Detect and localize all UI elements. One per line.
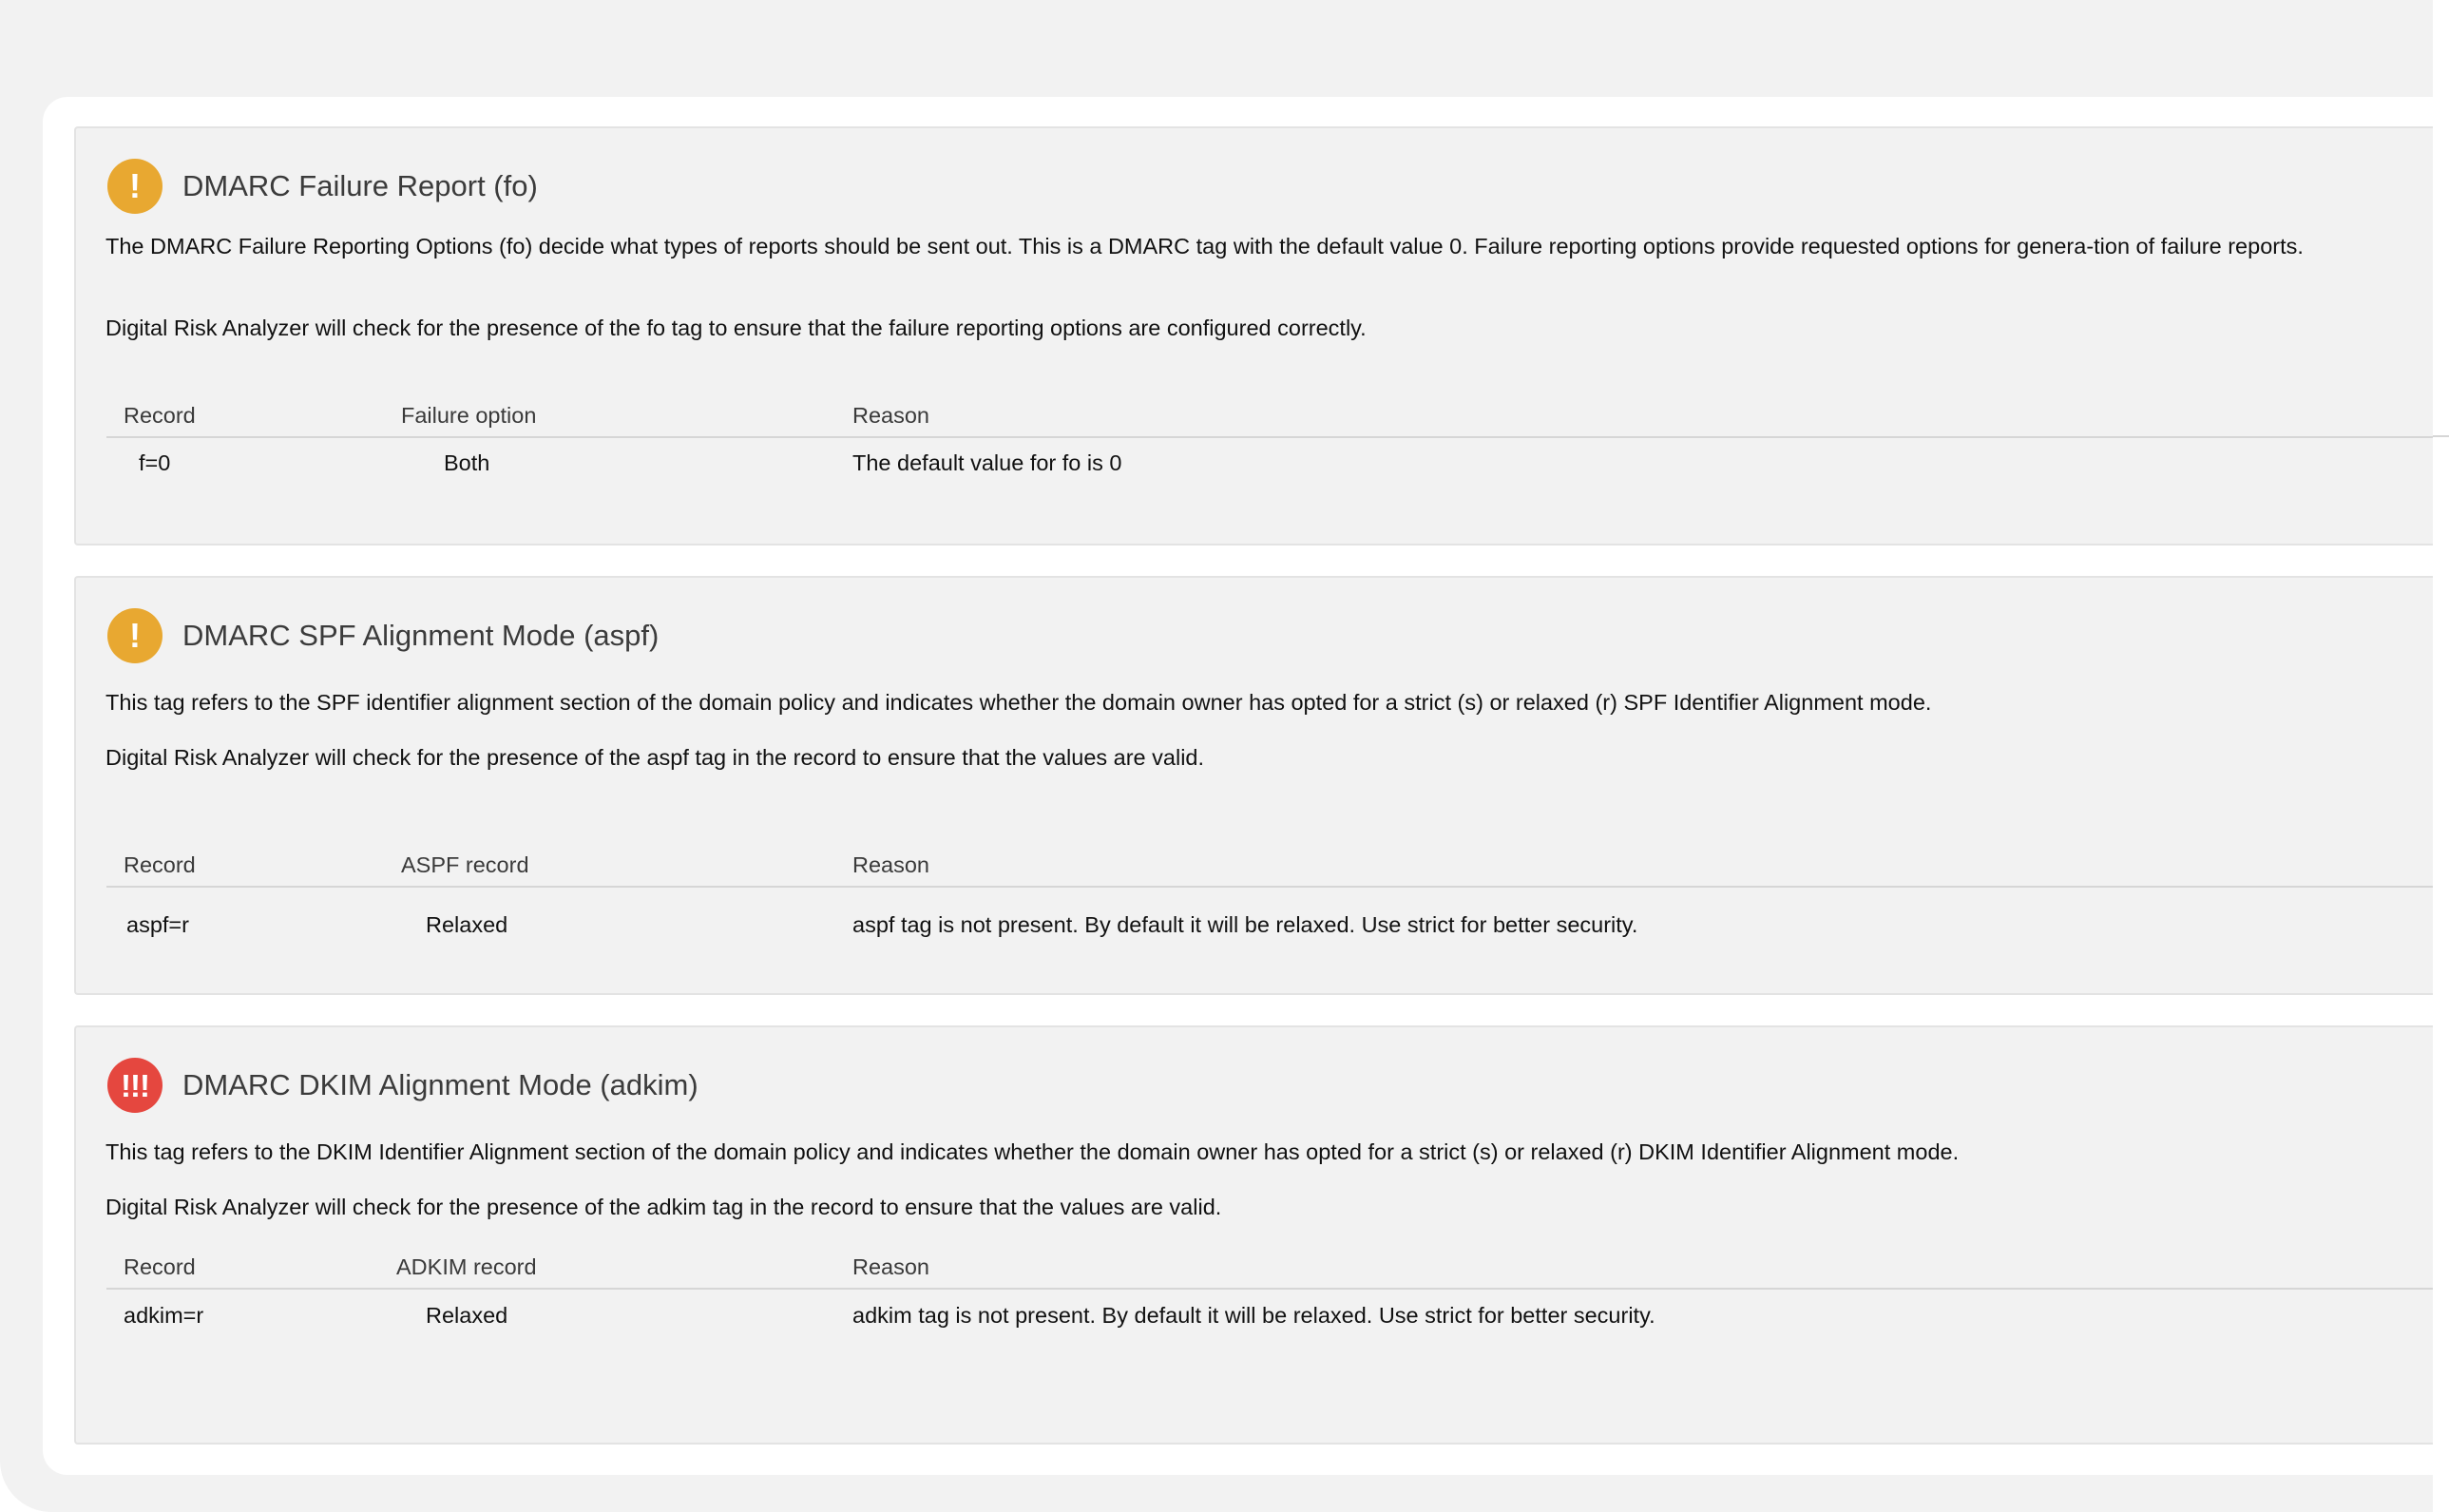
card-header	[107, 1057, 698, 1114]
column-header-adkim: ADKIM record	[396, 1254, 537, 1279]
table-header	[106, 1246, 2433, 1290]
reason-value: The default value for fo is 0	[852, 450, 1122, 475]
record-table	[106, 394, 2433, 495]
column-header-record: Record	[124, 1254, 196, 1279]
record-table	[106, 844, 2433, 945]
record-value: adkim=r	[124, 1303, 204, 1328]
table-header	[106, 844, 2433, 888]
record-table	[106, 1246, 2433, 1347]
reason-value: aspf tag is not present. By default it will be relaxed. Use strict for better security.	[852, 912, 1638, 937]
card-title: DMARC Failure Report (fo)	[182, 169, 538, 202]
dmarc-aspf-card	[74, 576, 2433, 995]
warning-icon: !	[107, 159, 163, 214]
record-value: f=0	[139, 450, 171, 475]
dmarc-adkim-card	[74, 1025, 2433, 1445]
column-header-reason: Reason	[852, 403, 929, 428]
column-header-reason: Reason	[852, 1254, 929, 1279]
dmarc-fo-card	[74, 126, 2433, 545]
column-header-record: Record	[124, 403, 196, 428]
aspf-value: Relaxed	[426, 912, 508, 937]
divider	[2430, 435, 2449, 437]
card-title: DMARC SPF Alignment Mode (aspf)	[182, 619, 660, 652]
card-title: DMARC DKIM Alignment Mode (adkim)	[182, 1068, 698, 1101]
column-header-option: Failure option	[401, 403, 537, 428]
card-check-note: Digital Risk Analyzer will check for the presence of the adkim tag in the record to ensure that the values are valid.	[105, 1195, 1222, 1219]
card-header	[107, 607, 659, 664]
card-check-note: Digital Risk Analyzer will check for the presence of the fo tag to ensure that the failure reporting options are configured correctly.	[105, 316, 1367, 340]
card-header	[107, 158, 538, 215]
table-row	[106, 888, 2433, 945]
card-description: This tag refers to the DKIM Identifier Alignment section of the domain policy and indicates whether the domain owner has opted for a strict (s) or relaxed (r) DKIM Identifier Alignment mode.	[105, 1139, 1960, 1164]
column-header-record: Record	[124, 852, 196, 877]
critical-icon: !!!	[107, 1058, 163, 1113]
option-value: Both	[444, 450, 490, 475]
reason-value: adkim tag is not present. By default it will be relaxed. Use strict for better security.	[852, 1303, 1655, 1328]
table-header	[106, 394, 2433, 438]
column-header-aspf: ASPF record	[401, 852, 529, 877]
card-description: The DMARC Failure Reporting Options (fo) decide what types of reports should be sent out. This is a DMARC tag with the default value 0. Failure reporting options provide requested options for genera-tion of failure reports.	[105, 234, 2304, 258]
warning-icon: !	[107, 608, 163, 663]
card-description: This tag refers to the SPF identifier alignment section of the domain policy and indicates whether the domain owner has opted for a strict (s) or relaxed (r) SPF Identifier Alignment mode.	[105, 690, 1932, 715]
adkim-value: Relaxed	[426, 1303, 508, 1328]
table-row	[106, 1290, 2433, 1347]
table-row	[106, 438, 2433, 495]
card-check-note: Digital Risk Analyzer will check for the presence of the aspf tag in the record to ensure that the values are valid.	[105, 745, 1205, 770]
column-header-reason: Reason	[852, 852, 929, 877]
record-value: aspf=r	[126, 912, 189, 937]
